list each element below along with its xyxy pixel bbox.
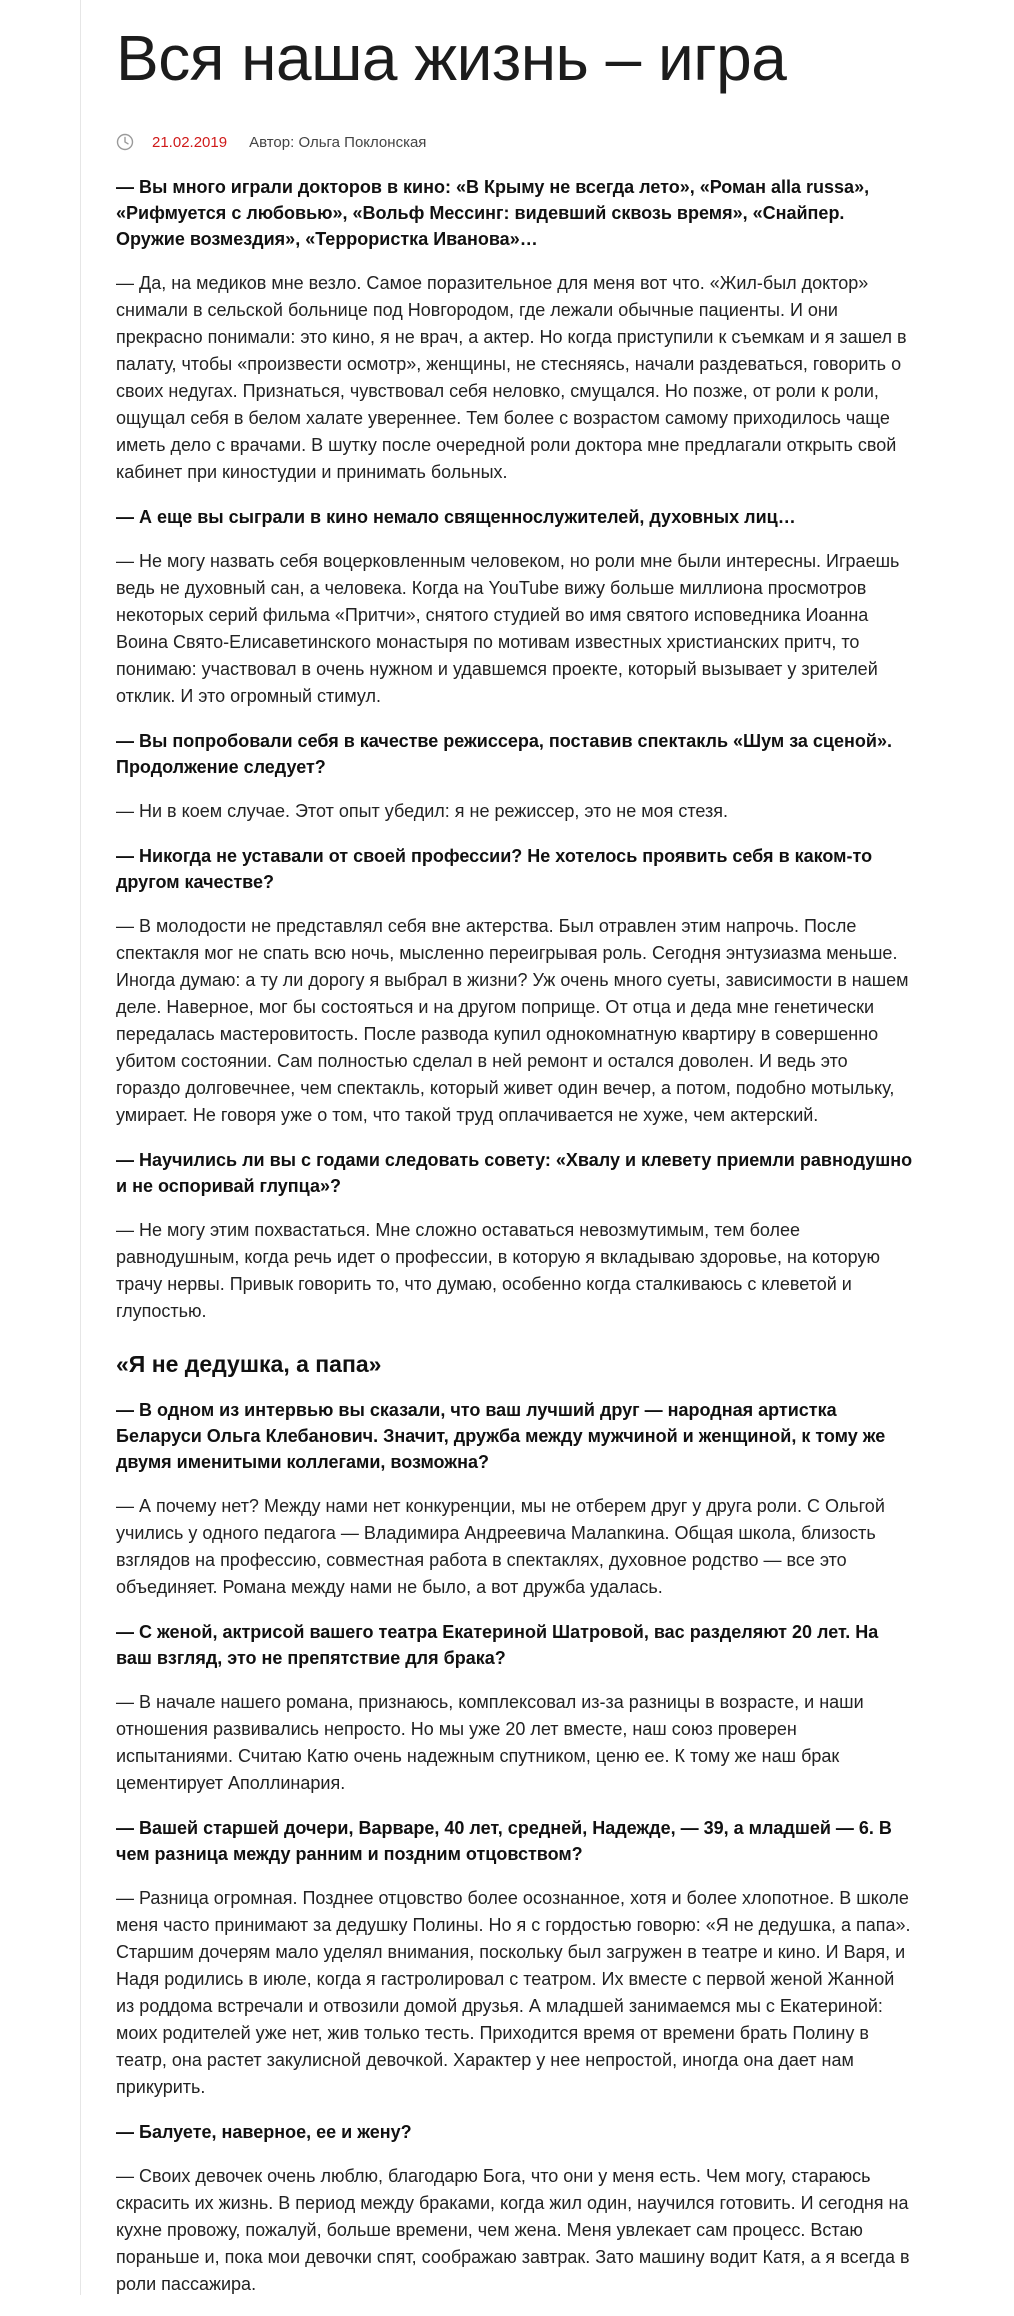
interview-question: — В одном из интервью вы сказали, что ваш лучший друг — народная артистка Беларуси Ольга Клебанович. Значит, дружба между мужчиной и женщиной, к тому же двумя именитыми коллегами, возможна? xyxy=(116,1400,886,1472)
interview-question: — С женой, актрисой вашего театра Екатериной Шатровой, вас разделяют 20 лет. На ваш взгляд, это не препятствие для брака? xyxy=(116,1622,879,1668)
publish-date: 21.02.2019 xyxy=(152,133,228,151)
article-meta xyxy=(116,130,916,154)
interview-question: — Вы много играли докторов в кино: «В Крыму не всегда лето», «Роман alla russa», «Рифмуется с любовью», «Вольф Мессинг: видевший сквозь время», «Снайпер. Оружие возмездия», «Террористка Иванова»… xyxy=(116,177,870,249)
interview-question: — Научились ли вы с годами следовать совету: «Хвалу и клевету приемли равнодушно и не оспоривай глупца»? xyxy=(116,1150,913,1196)
interview-answer: — В начале нашего романа, признаюсь, комплексовал из-за разницы в возрасте, и наши отношения развивались непросто. Но мы уже 20 лет вместе, наш союз проверен испытаниями. Считаю Катю очень надежным спутником, ценю ее. К тому же наш брак цементирует Аполлинария. xyxy=(116,1692,864,1793)
interview-question: — Вы попробовали себя в качестве режиссера, поставив спектакль «Шум за сценой». Продолжение следует? xyxy=(116,731,892,777)
interview-question: — Вашей старшей дочери, Варваре, 40 лет, средней, Надежде, — 39, а младшей — 6. В чем разница между ранним и поздним отцовством? xyxy=(116,1818,892,1864)
interview-answer: — Не могу назвать себя воцерковленным человеком, но роли мне были интересны. Играешь ведь не духовный сан, а человека. Когда на YouTube вижу больше миллиона просмотров некоторых серий фильма «Притчи», снятого студией во имя святого исповедника Иоанна Воина Свято-Елисаветинского монастыря по мотивам известных христианских притч, то понимаю: участвовал в очень нужном и удавшемся проекте, который вызывает у зрителей отклик. И это огромный стимул. xyxy=(116,551,900,706)
author-byline: Автор: Ольга Поклонская xyxy=(249,133,427,151)
clock-icon xyxy=(116,133,134,151)
left-divider xyxy=(80,0,81,2295)
interview-answer: — Своих девочек очень люблю, благодарю Бога, что они у меня есть. Чем могу, стараюсь скрасить их жизнь. В период между браками, когда жил один, научился готовить. И сегодня на кухне провожу, пожалуй, больше времени, чем жена. Меня увлекает сам процесс. Встаю пораньше и, пока мои девочки спят, соображаю завтрак. Зато машину водит Катя, а я всегда в роли пассажира. xyxy=(116,2166,910,2294)
article-title: Вся наша жизнь – игра xyxy=(116,22,787,94)
article-content xyxy=(116,18,916,2316)
interview-answer: — Ни в коем случае. Этот опыт убедил: я не режиссер, это не моя стезя. xyxy=(116,801,728,821)
interview-question: — Балуете, наверное, ее и жену? xyxy=(116,2122,412,2142)
interview-answer: — А почему нет? Между нами нет конкуренции, мы не отберем друг у друга роли. С Ольгой учились у одного педагога — Владимира Андреевича Малanкина. Общая школа, близость взглядов на профессию, совместная работа в спектаклях, духовное родство — все это объединяет. Романа между нами не было, а вот дружба удалась. xyxy=(116,1496,885,1597)
interview-answer: — Да, на медиков мне везло. Самое поразительное для меня вот что. «Жил-был доктор» снимали в сельской больнице под Новгородом, где лежали обычные пациенты. И они прекрасно понимали: это кино, я не врач, а актер. Но когда приступили к съемкам и я зашел в палату, чтобы «произвести осмотр», женщины, не стесняясь, начали раздеваться, говорить о своих недугах. Признаться, чувствовал себя неловко, смущался. Но позже, от роли к роли, ощущал себя в белом халате увереннее. Тем более с возрастом самому приходилось чаще иметь дело с врачами. В шутку после очередной роли доктора мне предлагали открыть свой кабинет при киностудии и принимать больных. xyxy=(116,273,907,482)
interview-question: — А еще вы сыграли в кино немало священнослужителей, духовных лиц… xyxy=(116,507,796,527)
article-body xyxy=(116,174,916,2298)
section-subheading: «Я не дедушка, а папа» xyxy=(116,1351,382,1377)
interview-question: — Никогда не уставали от своей профессии? Не хотелось проявить себя в каком-то другом качестве? xyxy=(116,846,873,892)
interview-answer: — Не могу этим похвастаться. Мне сложно оставаться невозмутимым, тем более равнодушным, когда речь идет о профессии, в которую я вкладываю здоровье, на которую трачу нервы. Привык говорить то, что думаю, особенно когда сталкиваюсь с клеветой и глупостью. xyxy=(116,1220,880,1321)
interview-answer: — В молодости не представлял себя вне актерства. Был отравлен этим напрочь. После спектакля мог не спать всю ночь, мысленно переигрывая роль. Сегодня энтузиазма меньше. Иногда думаю: а ту ли дорогу я выбрал в жизни? Уж очень много суеты, зависимости в нашем деле. Наверное, мог бы состояться и на другом поприще. От отца и деда мне генетически передалась мастеровитость. После развода купил однокомнатную квартиру в совершенно убитом состоянии. Сам полностью сделал в ней ремонт и остался доволен. И ведь это гораздо долговечнее, чем спектакль, который живет один вечер, а потом, подобно мотыльку, умирает. Не говоря уже о том, что такой труд оплачивается не хуже, чем актерский. xyxy=(116,916,909,1125)
interview-answer: — Разница огромная. Позднее отцовство более осознанное, хотя и более хлопотное. В школе меня часто принимают за дедушку Полины. Но я с гордостью говорю: «Я не дедушка, а папа». Старшим дочерям мало уделял внимания, поскольку был загружен в театре и кино. И Варя, и Надя родились в июле, когда я гастролировал с театром. Их вместе с первой женой Жанной из роддома встречали и отвозили домой друзья. А младшей занимаемся мы с Екатериной: моих родителей уже нет, жив только тесть. Приходится время от времени брать Полину в театр, она растет закулисной девочкой. Характер у нее непростой, иногда она дает нам прикурить. xyxy=(116,1888,911,2097)
